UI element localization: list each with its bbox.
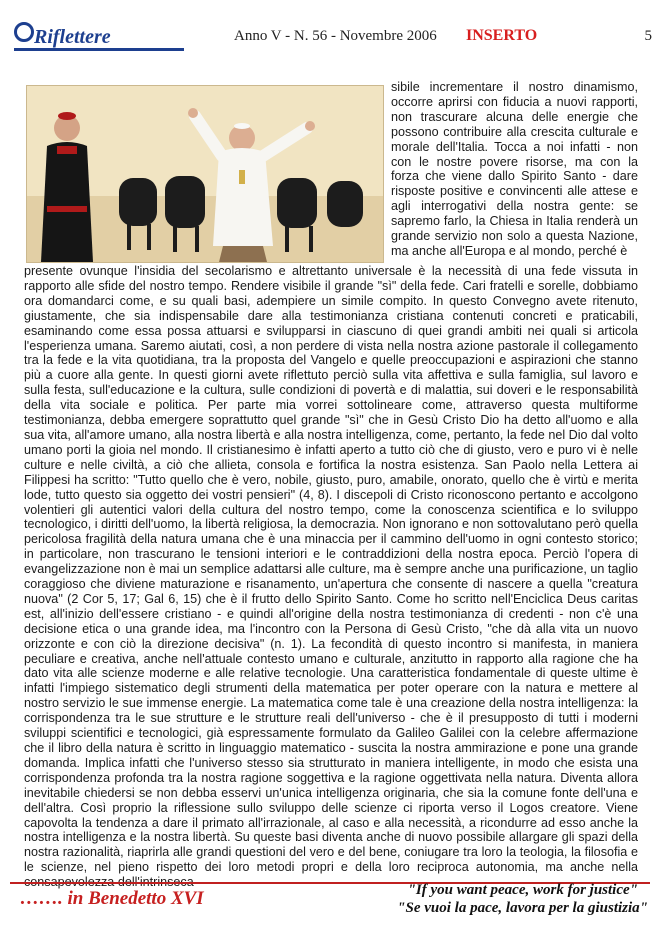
page-number: 5	[644, 28, 652, 44]
footer-quote-english: "If you want peace, work for justice"	[407, 882, 638, 898]
page-header	[14, 22, 654, 56]
logo-text: Riflettere	[34, 26, 111, 48]
section-label: INSERTO	[466, 27, 538, 44]
logo-underline	[14, 48, 184, 51]
logo-ring-icon	[14, 22, 34, 42]
footer-series-title: ……. in Benedetto XVI	[20, 888, 204, 909]
article-column-text: sibile incrementare il nostro dinamismo, occorre aprirsi con fiducia a nuovi rapporti, non trascurare alcuna delle energie che possono contribuire alla crescita culturale e morale dell'Italia. Tocca a noi infatti - non con le nostre povere risorse, ma con la forza che viene dallo Spirito Santo - dare risposte positive e convincenti alle attese e agli interrogativi della nostra gente: se sapremo farlo, la Chiesa in Italia renderà un grande servizio non solo a questa Nazione, ma anche all'Europa e al mondo, perché è	[391, 80, 638, 258]
riflettere-logo	[14, 22, 184, 54]
footer-quote-italian: "Se vuoi la pace, lavora per la giustizia"	[397, 900, 648, 916]
issue-info: Anno V - N. 56 - Novembre 2006	[234, 28, 437, 44]
page-footer	[0, 868, 666, 927]
article-body-text: presente ovunque l'insidia del secolarismo e altrettanto universale è la necessità di una fede vissuta in rapporto alle sfide del nostro tempo. Rendere visibile il grande "sì" della fede. Cari fratelli e sorelle, dobbiamo ora domandarci come, e su quali basi, adempiere un simile compito. In questo Convegno avete ritenuto, giustamente, che sia indispensabile dare alla testimonianza cristiana contenuti concreti e praticabili, esaminando come essa possa attuarsi e svilupparsi in ciascuno di quei grandi ambiti nei quali si articola l'esperienza umana. Saremo aiutati, così, a non perdere di vista nella nostra azione pastorale il collegamento tra la fede e la vita quotidiana, tra la proposta del Vangelo e quelle preoccupazioni e aspirazioni che stanno più a cuore alla gente. In questi giorni avete riflettuto perciò sulla vita affettiva e sulla famiglia, sul lavoro e sulla festa, sull'educazione e la cultura, sulle condizioni di povertà e di malattia, sui doveri e le responsabilità della vita sociale e politica. Per parte mia vorrei sottolineare come, attraverso questa multiforme testimonianza, debba emergere soprattutto quel grande "sì" che in Gesù Cristo Dio ha detto all'uomo e alla sua vita, all'amore umano, alla nostra libertà e alla nostra intelligenza, come, pertanto, la fede nel Dio dal volto umano porti la gioia nel mondo. Il cristianesimo è infatti aperto a tutto ciò che di giusto, vero e puro vi è nelle culture e nelle civiltà, a ciò che allieta, consola e fortifica la nostra esistenza. San Paolo nella Lettera ai Filippesi ha scritto: "Tutto quello che è vero, nobile, giusto, puro, amabile, onorato, quello che è virtù e merita lode, tutto questo sia oggetto dei vostri pensieri" (4, 8). I discepoli di Cristo riconoscono pertanto e accolgono volentieri gli autentici valori della cultura del nostro tempo, come la conoscenza scientifica e lo sviluppo tecnologico, i diritti dell'uomo, la libertà religiosa, la democrazia. Non ignorano e non sottovalutano però quella pericolosa fragilità della natura umana che è una minaccia per il cammino dell'uomo in ogni contesto storico; in particolare, non trascurano le tensioni interiori e le contraddizioni della nostra epoca. Perciò l'opera di evangelizzazione non è mai un semplice adattarsi alle culture, ma è sempre anche una purificazione, un taglio coraggioso che diviene maturazione e risanamento, un'apertura che consente di nascere a quella "creatura nuova" (2 Cor 5, 17; Gal 6, 15) che è il frutto dello Spirito Santo. Come ho scritto nell'Enciclica Deus caritas est, all'inizio dell'essere cristiano - e quindi all'origine della nostra testimonianza di credenti - non c'è una decisione etica o una grande idea, ma l'incontro con la Persona di Gesù Cristo, "che dà alla vita un nuovo orizzonte e con ciò la direzione decisiva" (n. 1). La fecondità di questo incontro si manifesta, in maniera peculiare e creativa, anche nell'attuale contesto umano e culturale, anzitutto in rapporto alla ragione che ha dato vita alle scienze moderne e alle relative tecnologie. Una caratteristica fondamentale di queste ultime è infatti l'impiego sistematico degli strumenti della matematica per poter operare con la natura e mettere al nostro servizio le sue immense energie. La matematica come tale è una creazione della nostra intelligenza: la corrispondenza tra le sue strutture e le strutture reali dell'universo - che è il presupposto di tutti i moderni sviluppi scientifici e tecnologici, già espressamente formulato da Galileo Galilei con la celebre affermazione che il libro della natura è scritto in linguaggio matematico - suscita la nostra ammirazione e pone una grande domanda. Implica infatti che l'universo stesso sia strutturato in maniera intelligente, in modo che esista una corrispondenza profonda tra la nostra ragione soggettiva e la ragione oggettivata nella natura. Diventa allora inevitabile chiedersi se non debba esservi un'unica intelligenza originaria, che sia la comune fonte dell'una e dell'altra. Così proprio la riflessione sullo sviluppo delle scienze ci riporta verso il Logos creatore. Viene capovolta la tendenza a dare il primato all'irrazionale, al caso e alla necessità, a ricondurre ad esso anche la nostra intelligenza e la nostra libertà. Su queste basi diventa anche di nuovo possibile allargare gli spazi della nostra razionalità, riaprirla alle grandi questioni del vero e del bene, coniugare tra loro la teologia, la filosofia e le scienze, nel pieno rispetto dei loro metodi propri e della loro reciproca autonomia, ma anche nella	[24, 264, 638, 875]
pope-photo	[26, 85, 384, 263]
photo-pope-and-cardinal-icon	[27, 86, 383, 262]
